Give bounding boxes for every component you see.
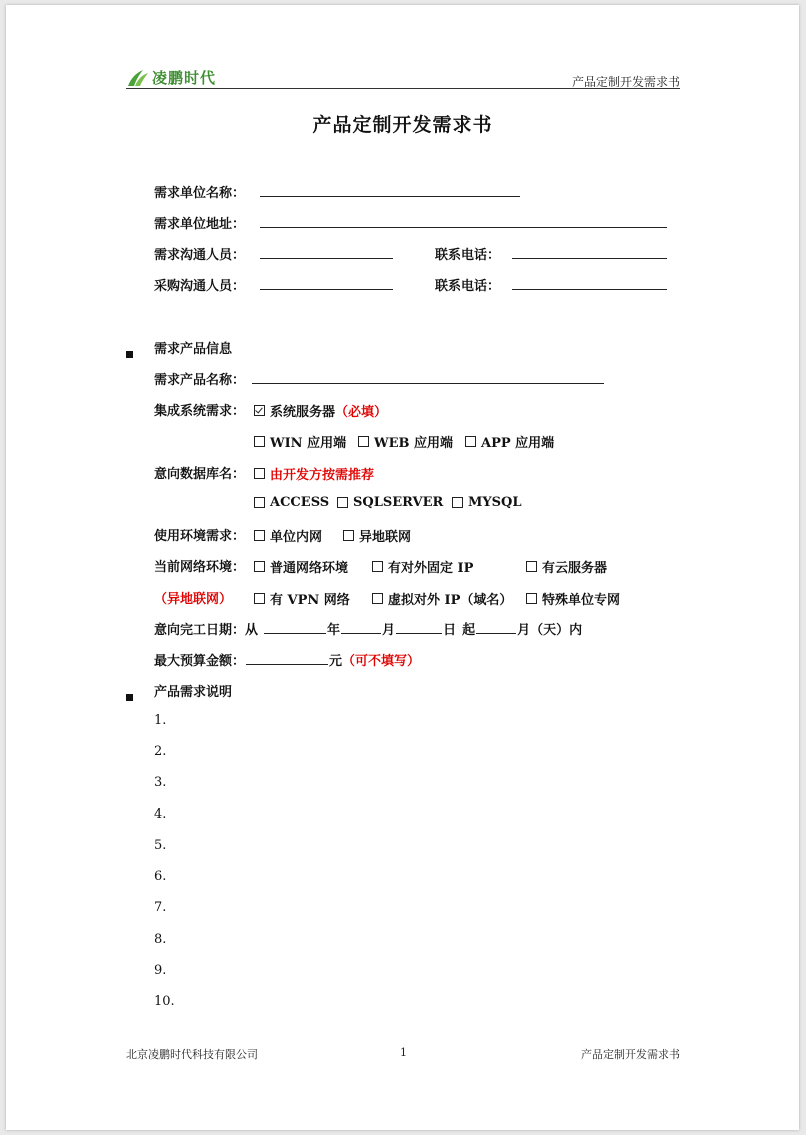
db-sqlserver-text: SQLSERVER <box>353 495 444 510</box>
date-month-text: 月 <box>382 623 396 638</box>
net-vpn-option[interactable] <box>254 589 350 608</box>
net-cloud-option[interactable] <box>526 557 607 576</box>
net-label: 当前网络环境： <box>154 560 246 575</box>
requirement-item-1: 1. <box>154 713 167 728</box>
requirement-item-9: 9. <box>154 963 167 978</box>
win-client-option[interactable] <box>254 432 346 451</box>
db-sqlserver-checkbox[interactable] <box>337 497 348 508</box>
net-cloud-text: 有云服务器 <box>542 561 608 576</box>
db-mysql-checkbox[interactable] <box>452 497 463 508</box>
unit-address-label: 需求单位地址： <box>154 217 246 232</box>
unit-name-label: 需求单位名称： <box>154 186 246 201</box>
system-required-note: （必填） <box>335 405 388 420</box>
web-client-checkbox[interactable] <box>358 436 369 447</box>
net-fixed-ip-text: 有对外固定 IP <box>388 561 474 576</box>
product-name-field[interactable] <box>252 383 604 384</box>
net-fixed-ip-checkbox[interactable] <box>372 561 383 572</box>
web-client-option[interactable] <box>358 432 453 451</box>
system-server-option[interactable] <box>254 401 387 420</box>
document-title: 产品定制开发需求书 <box>312 114 493 136</box>
net-virtual-ip-text: 虚拟对外 IP（域名） <box>388 593 513 608</box>
net-virtual-ip-checkbox[interactable] <box>372 593 383 604</box>
win-client-checkbox[interactable] <box>254 436 265 447</box>
db-access-option[interactable] <box>254 495 329 510</box>
net-private-option[interactable] <box>526 589 620 608</box>
requirement-item-2: 2. <box>154 744 167 759</box>
db-access-checkbox[interactable] <box>254 497 265 508</box>
app-client-checkbox[interactable] <box>465 436 476 447</box>
app-client-option[interactable] <box>465 432 554 451</box>
header-divider <box>126 88 680 89</box>
db-access-text: ACCESS <box>270 495 330 510</box>
footer-title: 产品定制开发需求书 <box>581 1048 680 1061</box>
requirement-item-4: 4. <box>154 807 167 822</box>
phone-field-1[interactable] <box>512 258 667 259</box>
company-logo <box>126 64 216 90</box>
purchase-contact-label: 采购沟通人员： <box>154 279 246 294</box>
budget-note: （可不填写） <box>342 654 421 669</box>
system-label: 集成系统需求： <box>154 404 246 419</box>
date-from-text: 从 <box>245 623 259 638</box>
env-lan-checkbox[interactable] <box>254 530 265 541</box>
env-remote-text: 异地联网 <box>359 530 412 545</box>
requirement-item-10: 10. <box>154 994 175 1009</box>
db-recommend-checkbox[interactable] <box>254 468 265 479</box>
date-months-text: 月（天）内 <box>517 623 583 638</box>
net-private-text: 特殊单位专网 <box>542 593 621 608</box>
env-remote-option[interactable] <box>343 526 411 545</box>
requirement-item-7: 7. <box>154 900 167 915</box>
unit-name-field[interactable] <box>260 196 520 197</box>
net-virtual-ip-option[interactable] <box>372 589 512 608</box>
section-bullet-1 <box>126 343 133 362</box>
net-normal-checkbox[interactable] <box>254 561 265 572</box>
app-client-text: APP 应用端 <box>481 436 555 451</box>
system-server-text: 系统服务器 <box>270 405 336 420</box>
web-client-text: WEB 应用端 <box>374 436 454 451</box>
date-year-field[interactable] <box>264 620 326 634</box>
footer-page-number: 1 <box>400 1046 407 1059</box>
remote-network-note: （异地联网） <box>154 592 233 607</box>
phone-label-1: 联系电话： <box>435 248 501 263</box>
date-duration-field[interactable] <box>476 620 516 634</box>
date-start-text: 起 <box>462 623 476 638</box>
footer-company: 北京凌鹏时代科技有限公司 <box>126 1048 258 1061</box>
env-label: 使用环境需求： <box>154 529 246 544</box>
db-recommend-text: 由开发方按需推荐 <box>270 468 375 483</box>
env-lan-option[interactable] <box>254 526 322 545</box>
section-heading-product-info: 需求产品信息 <box>154 342 233 357</box>
leaf-logo-icon <box>126 66 150 88</box>
document-page <box>6 5 799 1130</box>
header-title: 产品定制开发需求书 <box>571 75 680 89</box>
contact-field[interactable] <box>260 258 393 259</box>
requirement-item-8: 8. <box>154 932 167 947</box>
db-mysql-text: MYSQL <box>468 495 522 510</box>
date-month-field[interactable] <box>341 620 381 634</box>
db-mysql-option[interactable] <box>452 495 522 510</box>
net-cloud-checkbox[interactable] <box>526 561 537 572</box>
db-label: 意向数据库名： <box>154 467 246 482</box>
net-vpn-checkbox[interactable] <box>254 593 265 604</box>
requirement-item-5: 5. <box>154 838 167 853</box>
system-server-checkbox[interactable] <box>254 405 265 416</box>
budget-label: 最大预算金额： <box>154 654 246 669</box>
section-bullet-2 <box>126 686 133 705</box>
date-day-field[interactable] <box>396 620 442 634</box>
section-heading-requirements: 产品需求说明 <box>154 685 233 700</box>
contact-label: 需求沟通人员： <box>154 248 246 263</box>
net-fixed-ip-option[interactable] <box>372 557 473 576</box>
purchase-contact-field[interactable] <box>260 289 393 290</box>
budget-field[interactable] <box>246 651 328 665</box>
phone-label-2: 联系电话： <box>435 279 501 294</box>
db-sqlserver-option[interactable] <box>337 495 443 510</box>
budget-row <box>154 650 420 669</box>
win-client-text: WIN 应用端 <box>270 436 347 451</box>
db-recommend-option[interactable] <box>254 464 374 483</box>
env-lan-text: 单位内网 <box>270 530 323 545</box>
net-vpn-text: 有 VPN 网络 <box>270 593 350 608</box>
product-name-label: 需求产品名称： <box>154 373 246 388</box>
budget-unit: 元 <box>329 654 343 669</box>
completion-date-row <box>154 619 582 638</box>
date-day-text: 日 <box>443 623 457 638</box>
date-label: 意向完工日期： <box>154 623 246 638</box>
requirement-item-3: 3. <box>154 775 167 790</box>
net-private-checkbox[interactable] <box>526 593 537 604</box>
requirement-item-6: 6. <box>154 869 167 884</box>
logo-text: 凌鹏时代 <box>152 68 217 87</box>
net-normal-option[interactable] <box>254 557 348 576</box>
date-year-text: 年 <box>327 623 341 638</box>
net-normal-text: 普通网络环境 <box>270 561 349 576</box>
unit-address-field[interactable] <box>260 227 667 228</box>
env-remote-checkbox[interactable] <box>343 530 354 541</box>
phone-field-2[interactable] <box>512 289 667 290</box>
